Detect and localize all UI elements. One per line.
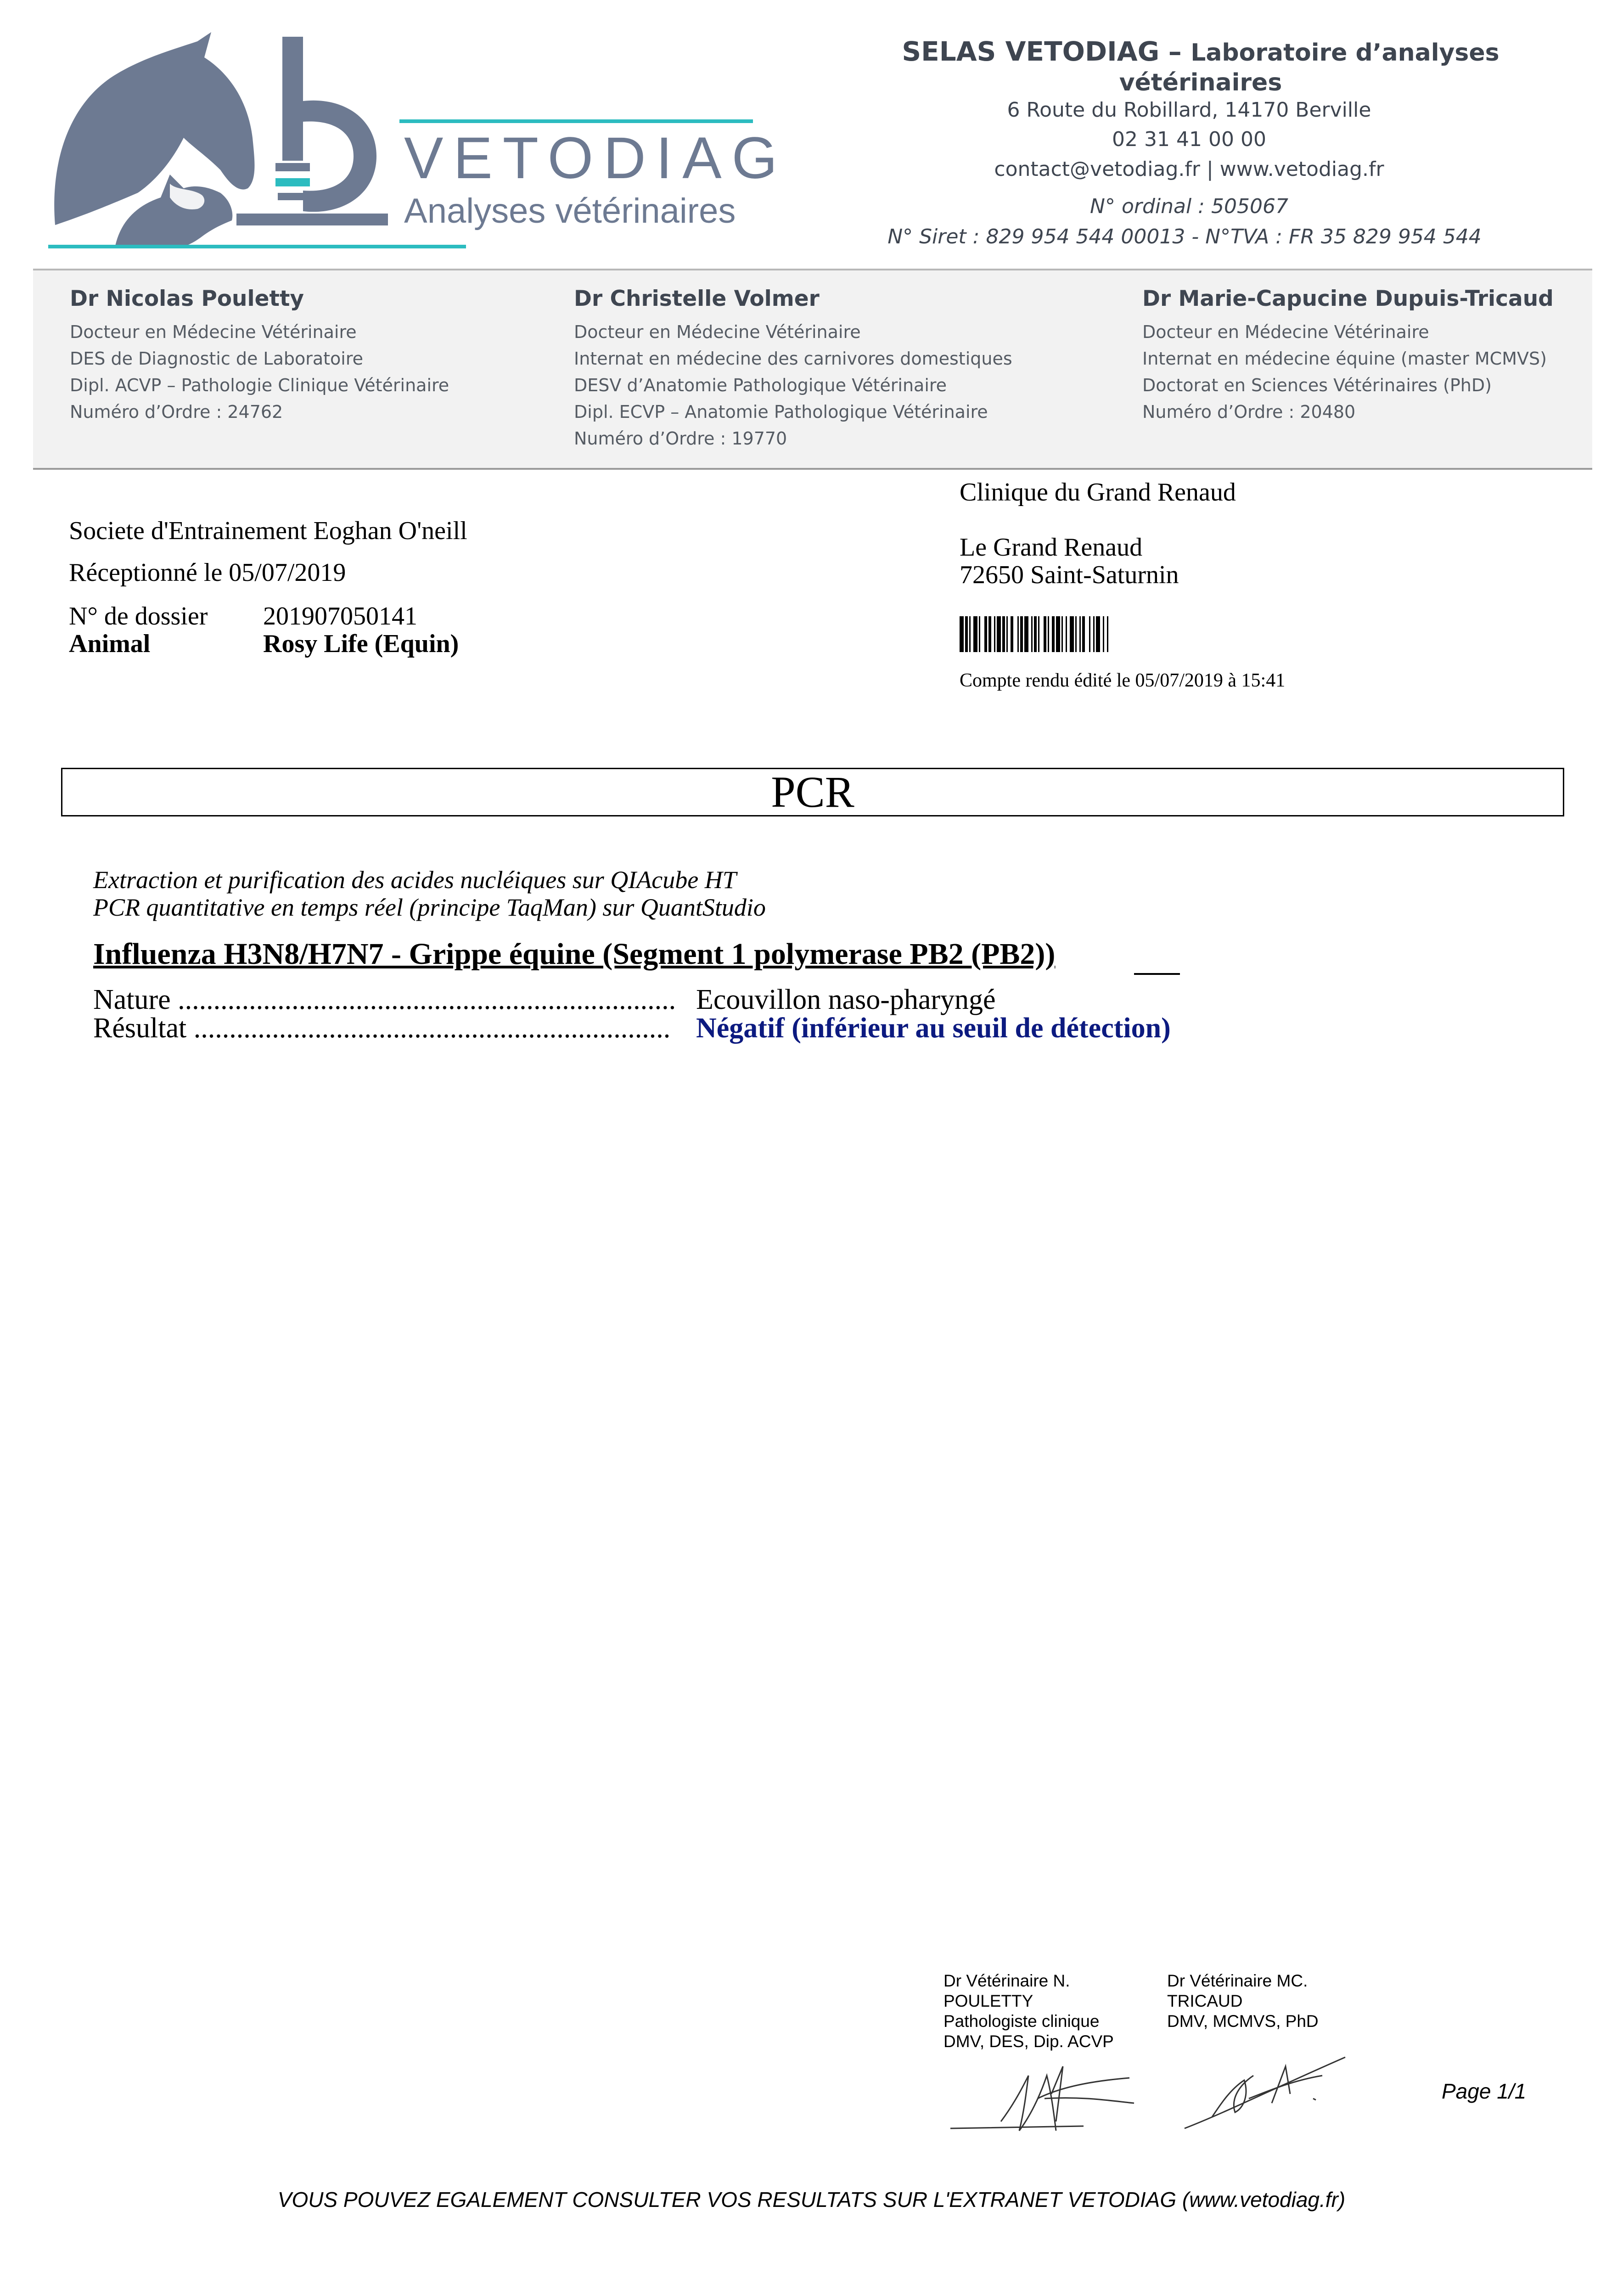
report-date: Compte rendu édité le 05/07/2019 à 15:41 — [960, 670, 1286, 691]
horse-silhouette-icon — [54, 32, 254, 225]
file-number-label: N° de dossier — [69, 602, 208, 630]
barcode-bar — [1075, 616, 1077, 652]
animal-label: Animal — [69, 630, 151, 658]
doctor-qualification: Doctorat en Sciences Vétérinaires (PhD) — [1142, 375, 1492, 395]
signature-line: DMV, DES, Dip. ACVP — [943, 2032, 1114, 2051]
signature-block-pouletty — [943, 1971, 1114, 2052]
test-title: Influenza H3N8/H7N7 - Grippe équine (Segment 1 polymerase PB2 (PB2)) — [93, 937, 1056, 971]
clinic-city: 72650 Saint-Saturnin — [960, 561, 1179, 589]
barcode-bar — [1061, 616, 1063, 652]
doctor-qualification: Docteur en Médecine Vétérinaire — [1142, 322, 1429, 342]
logo-brand: VETODIAG — [404, 125, 788, 191]
barcode-bar — [1107, 616, 1108, 652]
barcode-bar — [1002, 616, 1005, 652]
doctor-qualification: Numéro d’Ordre : 20480 — [1142, 402, 1356, 422]
barcode-bar — [1011, 616, 1013, 652]
barcode-bar — [979, 616, 980, 652]
nature-value: Ecouvillon naso-pharyngé — [696, 984, 996, 1015]
lab-siret: N° Siret : 829 954 544 00013 - N°TVA : FR 35 829 954 544 — [887, 225, 1482, 248]
barcode-bar — [997, 616, 1001, 652]
doctor-qualification: Numéro d’Ordre : 19770 — [574, 428, 787, 449]
clinic-street: Le Grand Renaud — [960, 533, 1143, 562]
signature-line: Pathologiste clinique — [943, 2012, 1100, 2031]
barcode — [960, 616, 1203, 653]
section-title-box — [61, 768, 1564, 816]
barcode-bar — [1093, 616, 1095, 652]
lab-name: SELAS VETODIAG — [902, 36, 1160, 67]
animal-name: Rosy Life (Equin) — [263, 630, 459, 658]
barcode-bar — [1066, 616, 1067, 652]
doctor-qualification: Numéro d’Ordre : 24762 — [70, 402, 283, 422]
signature-line: POULETTY — [943, 1992, 1033, 2010]
barcode-bar — [1024, 616, 1028, 652]
page-number: Page 1/1 — [1442, 2079, 1527, 2103]
received-date: Réceptionné le 05/07/2019 — [69, 558, 346, 587]
doctor-qualification: Internat en médecine équine (master MCMVS) — [1142, 349, 1547, 369]
microscope-icon — [282, 37, 303, 161]
doctor-qualification: Dipl. ACVP – Pathologie Clinique Vétérinaire — [70, 375, 449, 395]
doctor-volmer — [574, 285, 1012, 452]
contact-separator: | — [1206, 158, 1213, 181]
barcode-bar — [973, 616, 977, 652]
doctor-name: Dr Christelle Volmer — [574, 286, 820, 311]
signature-line: Dr Vétérinaire N. — [943, 1971, 1070, 1990]
barcode-bar — [1052, 616, 1055, 652]
signature-line: Dr Vétérinaire MC. — [1167, 1971, 1308, 1990]
doctor-qualification: Internat en médecine des carnivores domestiques — [574, 349, 1012, 369]
result-label: Résultat ................................................................... — [93, 1013, 671, 1044]
lab-title — [836, 36, 1566, 97]
lab-subtitle: Laboratoire d’analyses vétérinaires — [1119, 39, 1499, 96]
barcode-bar — [1044, 616, 1046, 652]
handwritten-signature-pouletty — [946, 2057, 1139, 2140]
lab-contact — [895, 158, 1483, 181]
clinic-name: Clinique du Grand Renaud — [960, 478, 1236, 506]
barcode-bar — [965, 616, 968, 652]
doctor-qualification: DES de Diagnostic de Laboratoire — [70, 349, 364, 369]
barcode-bar — [969, 616, 971, 652]
signature-line: TRICAUD — [1167, 1992, 1243, 2010]
barcode-bar — [1038, 616, 1039, 652]
signature-block-tricaud — [1167, 1971, 1319, 2032]
file-number: 201907050141 — [263, 602, 417, 630]
method-pcr: PCR quantitative en temps réel (principe TaqMan) sur QuantStudio — [93, 894, 766, 921]
barcode-bar — [1056, 616, 1060, 652]
footer-note: VOUS POUVEZ EGALEMENT CONSULTER VOS RESULTATS SUR L'EXTRANET VETODIAG (www.vetodiag.fr) — [277, 2188, 1346, 2212]
section-title: PCR — [771, 767, 854, 816]
signature-line: DMV, MCMVS, PhD — [1167, 2012, 1319, 2031]
lab-address: 6 Route du Robillard, 14170 Berville — [1007, 98, 1371, 122]
handwritten-signature-tricaud — [1180, 2048, 1354, 2135]
lab-phone: 02 31 41 00 00 — [1112, 128, 1266, 151]
doctor-pouletty — [70, 285, 449, 425]
nature-label: Nature ...................................................................... — [93, 984, 676, 1015]
logo-tagline: Analyses vétérinaires — [404, 191, 736, 231]
doctor-dupuis-tricaud — [1142, 285, 1554, 425]
doctor-qualification: Docteur en Médecine Vétérinaire — [70, 322, 357, 342]
barcode-bar — [1006, 616, 1008, 652]
barcode-bar — [1082, 616, 1085, 652]
method-extraction: Extraction et purification des acides nucléiques sur QIAcube HT — [93, 866, 736, 894]
doctor-qualification: DESV d’Anatomie Pathologique Vétérinaire — [574, 375, 947, 395]
barcode-bar — [988, 616, 991, 652]
lab-title-dash: – — [1168, 36, 1182, 67]
barcode-bar — [1034, 616, 1037, 652]
barcode-bar — [1031, 616, 1033, 652]
barcode-bar — [1017, 616, 1019, 652]
doctor-name: Dr Marie-Capucine Dupuis-Tricaud — [1142, 286, 1554, 311]
result-value: Négatif (inférieur au seuil de détection) — [696, 1013, 1171, 1044]
barcode-bar — [1096, 616, 1100, 652]
lab-email: contact@vetodiag.fr — [994, 158, 1200, 181]
barcode-bar — [1048, 616, 1049, 652]
barcode-bar — [984, 616, 987, 652]
lab-website: www.vetodiag.fr — [1219, 158, 1384, 181]
barcode-bar — [1079, 616, 1081, 652]
barcode-bar — [1020, 616, 1023, 652]
owner-name: Societe d'Entrainement Eoghan O'neill — [69, 517, 467, 545]
title-underline-extension — [1134, 973, 1180, 975]
barcode-bar — [1089, 616, 1090, 652]
barcode-bar — [960, 616, 964, 652]
doctor-name: Dr Nicolas Pouletty — [70, 286, 304, 311]
barcode-bar — [1103, 616, 1104, 652]
doctor-qualification: Docteur en Médecine Vétérinaire — [574, 322, 861, 342]
lab-ordinal: N° ordinal : 505067 — [1090, 195, 1288, 218]
doctor-qualification: Dipl. ECVP – Anatomie Pathologique Vétérinaire — [574, 402, 988, 422]
barcode-bar — [994, 616, 995, 652]
barcode-bar — [1070, 616, 1074, 652]
